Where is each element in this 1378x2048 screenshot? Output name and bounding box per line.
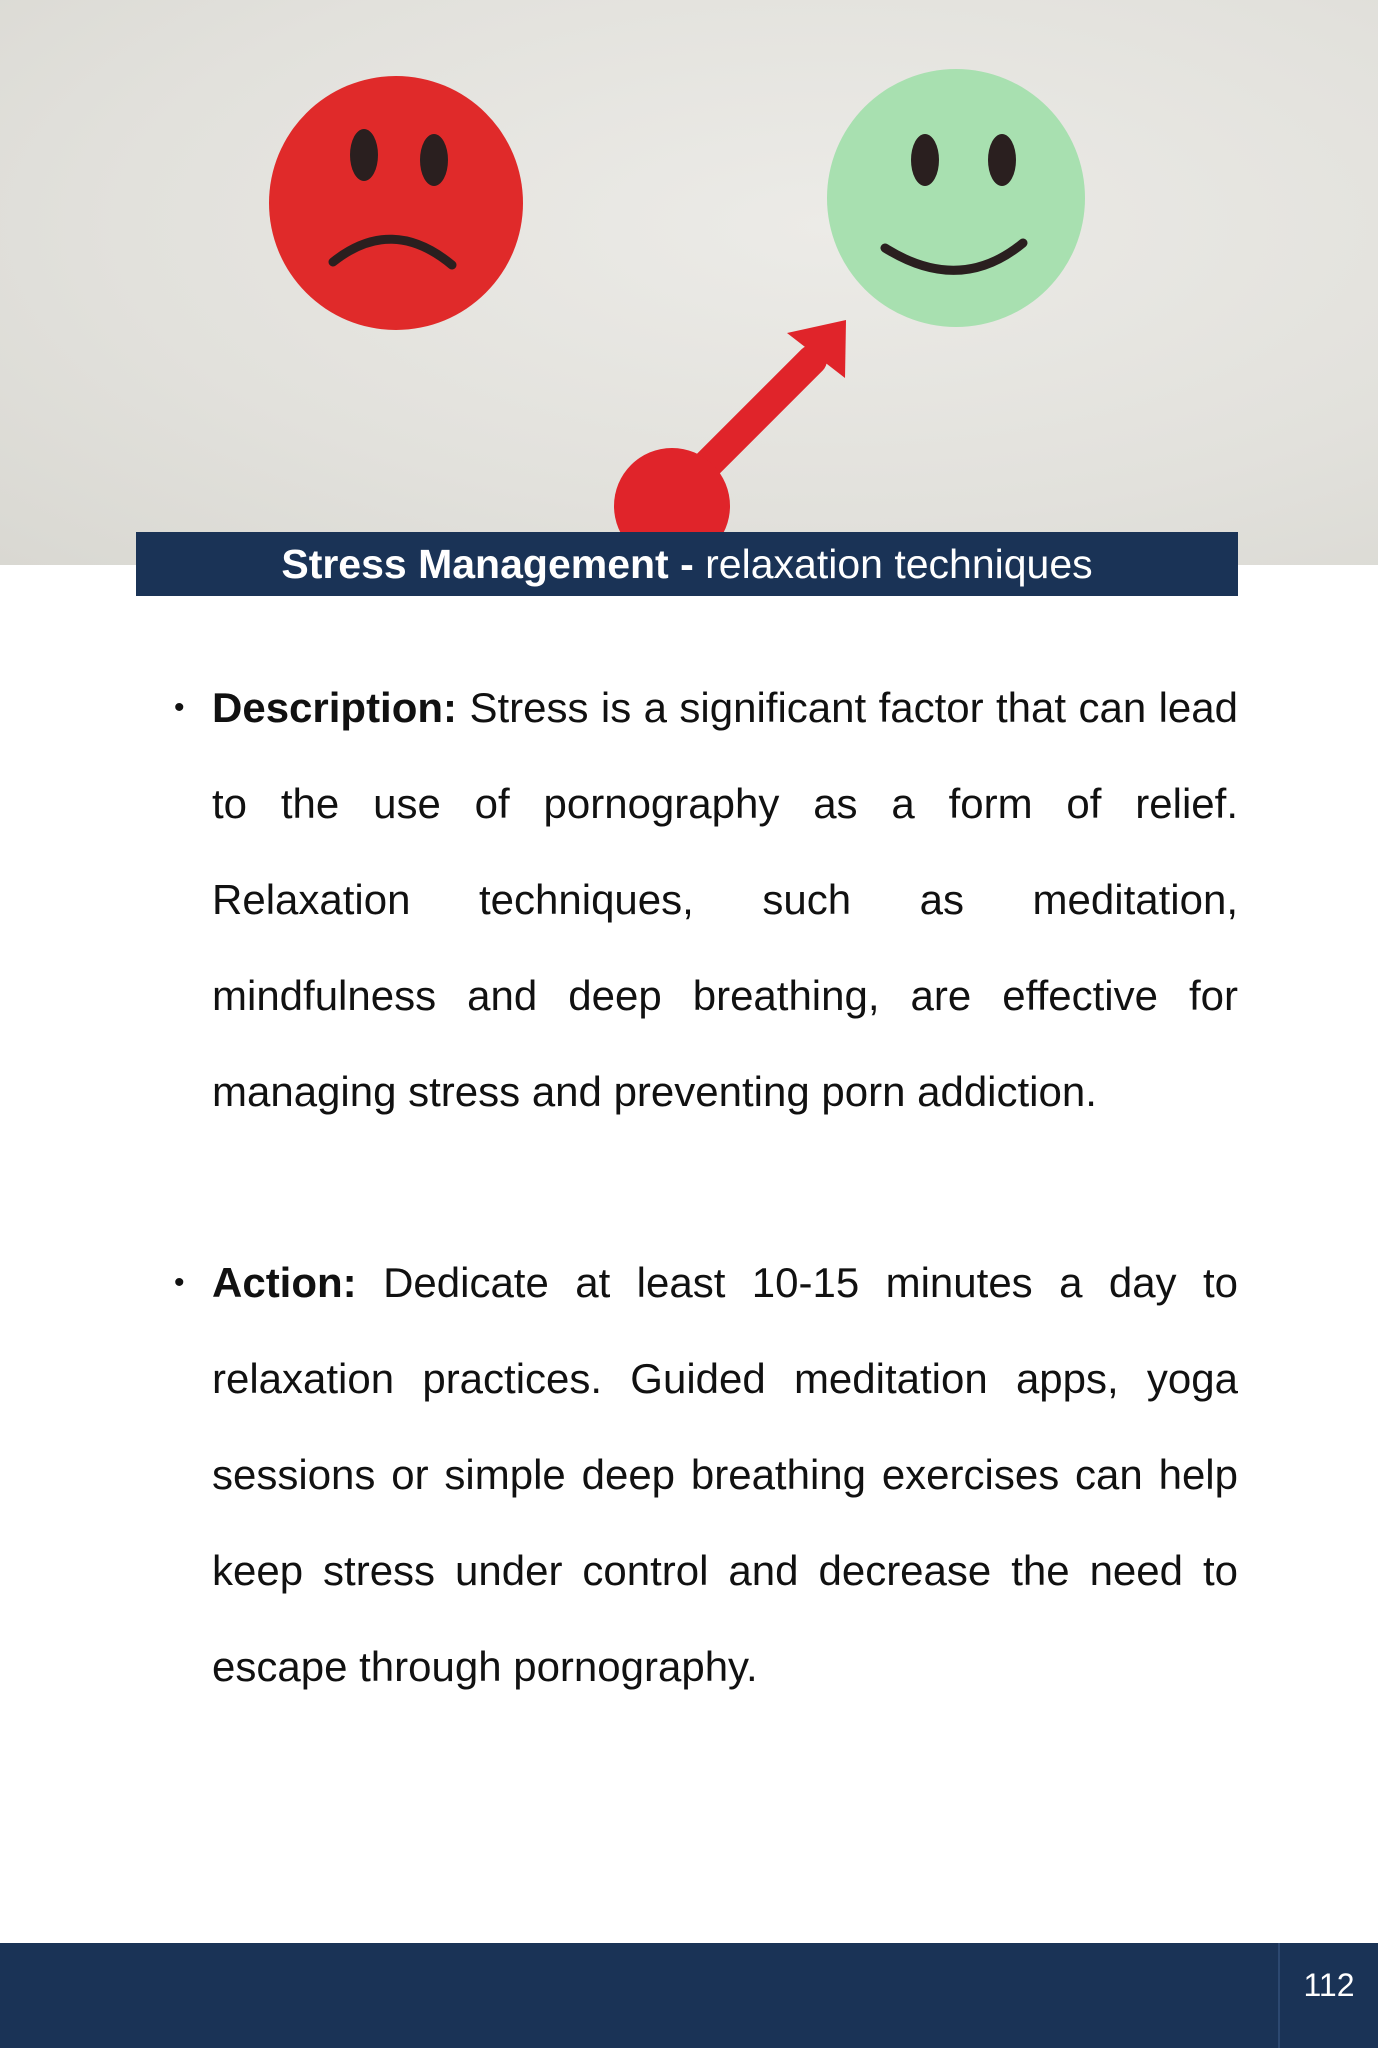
hero-image [0,0,1378,565]
title-subtitle-text: relaxation techniques [705,540,1093,587]
bullet-description [172,660,1238,1140]
happy-face-icon [827,69,1085,327]
bullet-label: Action: [212,1259,357,1306]
bullet-dot-icon: • [174,1266,185,1299]
title-bold-text: Stress Management - [281,540,694,587]
arrow-icon [614,320,846,564]
bullet-label: Description: [212,684,458,731]
section-title-banner [136,532,1238,596]
smiley-faces-illustration [0,0,1378,565]
page-footer [0,1943,1378,2048]
sad-face-icon [269,76,523,330]
bullet-list [172,660,1238,1715]
bullet-action [172,1235,1238,1715]
bullet-text: Stress is a significant factor that can lead to the use of pornography as a form of relief. Relaxation techniques, such as meditation, mindfulness and deep breathing, are effective for managing stress and preventing porn addiction. [212,684,1239,1115]
bullet-text: Dedicate at least 10-15 minutes a day to relaxation practices. Guided meditation apps, yoga sessions or simple deep breathing exercises can help keep stress under control and decrease the need to escape through pornography. [212,1259,1238,1690]
bullet-dot-icon: • [174,691,185,724]
page-number: 112 [1303,1967,1355,2003]
